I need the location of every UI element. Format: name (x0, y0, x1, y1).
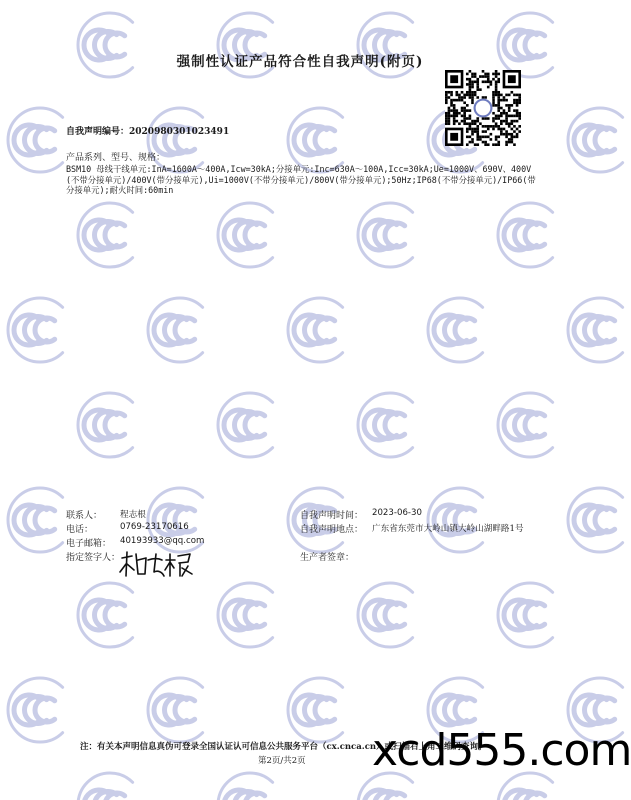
declaration-place-label: 自我声明地点： (300, 525, 364, 535)
declaration-number-label: 自我声明编号： (66, 127, 130, 137)
phone-label: 电话： (66, 525, 94, 535)
site-watermark: xcd555.com (372, 725, 631, 776)
producer-seal-label: 生产者签章： (300, 553, 355, 563)
declaration-number-value: 2020980301023491 (129, 127, 230, 137)
footer-note: 注：有关本声明信息真伪可登录全国认证认可信息公共服务平台（cx.cnca.cn）或扫描右上角二维码查询。 (80, 742, 487, 752)
product-description: BSM10 母线干线单元:InA=1600A～400A,Icw=30kA;分接单元:Inc=630A～100A,Icc=30kA;Ue=1000V、690V、400V(不带分接单元)/400V(带分接单元),Ui=1000V(不带分接单元)/800V(带分接单元);50Hz;IP68(不带分接单元)/IP66(带分接单元);耐火时间:60min (66, 164, 536, 196)
qr-code-icon[interactable] (445, 70, 521, 146)
declaration-number (66, 124, 229, 137)
product-label: 产品系列、型号、规格： (66, 153, 166, 163)
phone-value: 0769-23170616 (120, 522, 189, 532)
page-number: 第2页/共2页 (258, 756, 306, 766)
email-label: 电子邮箱： (66, 539, 112, 549)
handwritten-signature (118, 548, 204, 580)
contact-person-value: 程志根 (120, 510, 146, 520)
page-title: 强制性认证产品符合性自我声明(附页) (176, 54, 424, 70)
signer-label: 指定签字人： (66, 553, 121, 563)
declaration-time-value: 2023-06-30 (372, 508, 422, 518)
declaration-place-value: 广东省东莞市大岭山镇大岭山湖畔路1号 (372, 524, 524, 534)
declaration-info (300, 508, 550, 568)
contact-person-label: 联系人： (66, 511, 103, 521)
declaration-time-label: 自我声明时间： (300, 511, 364, 521)
email-value: 40193933@qq.com (120, 536, 205, 546)
